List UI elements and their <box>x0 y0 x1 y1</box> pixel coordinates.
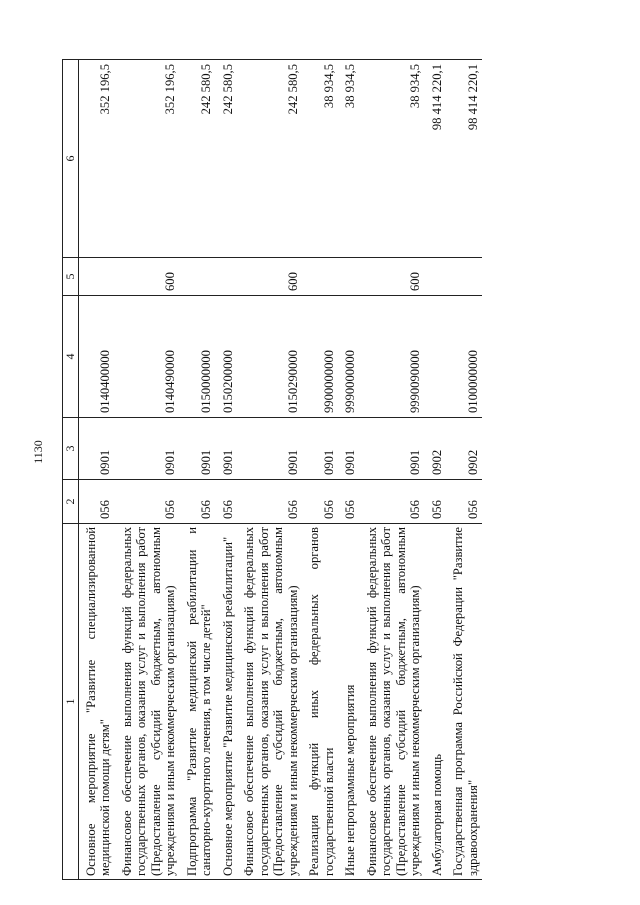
row-gr: 056 <box>360 480 425 524</box>
row-vr <box>446 258 482 296</box>
row-cs: 0150290000 <box>237 296 302 418</box>
row-cs: 0140490000 <box>115 296 180 418</box>
row-cs: 9900000000 <box>302 296 338 418</box>
row-name: Финансовое обеспечение выполнения функций федеральных государственных органов, оказания услуг и выполнения работ (Предоставление субсидий бюджетным, автономным учреждениям и иным некоммерческим организациям) <box>237 524 302 880</box>
row-vr <box>216 258 238 296</box>
row-vr <box>425 258 447 296</box>
row-rz: 0902 <box>446 418 482 480</box>
row-cs: 9990090000 <box>360 296 425 418</box>
row-vr <box>302 258 338 296</box>
row-cs: 0100000000 <box>446 296 482 418</box>
row-cs: 0150200000 <box>216 296 238 418</box>
table-row <box>338 60 360 880</box>
row-name: Основное мероприятие "Развитие медицинской реабилитации" <box>216 524 238 880</box>
table-row <box>302 60 338 880</box>
row-vr: 600 <box>360 258 425 296</box>
header-col-4: 4 <box>63 296 79 418</box>
header-col-1: 1 <box>63 524 79 880</box>
row-sum: 242 580,5 <box>180 60 216 258</box>
row-sum: 98 414 220,1 <box>446 60 482 258</box>
row-sum: 242 580,5 <box>237 60 302 258</box>
row-rz: 0901 <box>360 418 425 480</box>
row-vr <box>338 258 360 296</box>
row-sum: 352 196,5 <box>78 60 115 258</box>
row-sum: 242 580,5 <box>216 60 238 258</box>
header-col-5: 5 <box>63 258 79 296</box>
row-name: Государственная программа Российской Федерации "Развитие здравоохранения" <box>446 524 482 880</box>
table-header-row <box>63 60 79 880</box>
row-rz: 0901 <box>302 418 338 480</box>
row-cs: 9990000000 <box>338 296 360 418</box>
table-row <box>446 60 482 880</box>
row-gr: 056 <box>338 480 360 524</box>
row-rz: 0901 <box>216 418 238 480</box>
row-rz: 0902 <box>425 418 447 480</box>
table-row <box>115 60 180 880</box>
row-name: Амбулаторная помощь <box>425 524 447 880</box>
row-gr: 056 <box>302 480 338 524</box>
header-col-2: 2 <box>63 480 79 524</box>
row-gr: 056 <box>216 480 238 524</box>
row-vr <box>180 258 216 296</box>
row-rz: 0901 <box>78 418 115 480</box>
table-row <box>216 60 238 880</box>
header-col-3: 3 <box>63 418 79 480</box>
row-rz: 0901 <box>180 418 216 480</box>
table-row <box>78 60 115 880</box>
row-gr: 056 <box>115 480 180 524</box>
row-rz: 0901 <box>338 418 360 480</box>
row-cs <box>425 296 447 418</box>
row-vr: 600 <box>115 258 180 296</box>
row-name: Основное мероприятие "Развитие специализированной медицинской помощи детям" <box>78 524 115 880</box>
rotated-page-content <box>62 60 578 880</box>
row-vr <box>78 258 115 296</box>
table-row <box>360 60 425 880</box>
row-gr: 056 <box>446 480 482 524</box>
row-rz: 0901 <box>115 418 180 480</box>
row-vr: 600 <box>237 258 302 296</box>
page-number: 1130 <box>31 440 45 464</box>
row-name: Подпрограмма "Развитие медицинской реабилитации и санаторно-курортного лечения, в том числе детей" <box>180 524 216 880</box>
row-name: Реализация функций иных федеральных органов государственной власти <box>302 524 338 880</box>
header-col-6: 6 <box>63 60 79 258</box>
row-gr: 056 <box>425 480 447 524</box>
table-row <box>237 60 302 880</box>
row-cs: 0140400000 <box>78 296 115 418</box>
row-gr: 056 <box>237 480 302 524</box>
row-name: Финансовое обеспечение выполнения функций федеральных государственных органов, оказания услуг и выполнения работ (Предоставление субсидий бюджетным, автономным учреждениям и иным некоммерческим организациям) <box>115 524 180 880</box>
table-row <box>180 60 216 880</box>
row-gr: 056 <box>180 480 216 524</box>
row-name: Финансовое обеспечение выполнения функций федеральных государственных органов, оказания услуг и выполнения работ (Предоставление субсидий бюджетным, автономным учреждениям и иным некоммерческим организациям) <box>360 524 425 880</box>
row-gr: 056 <box>78 480 115 524</box>
row-cs: 0150000000 <box>180 296 216 418</box>
row-sum: 38 934,5 <box>338 60 360 258</box>
budget-table <box>62 59 482 880</box>
row-name: Иные непрограммные мероприятия <box>338 524 360 880</box>
row-sum: 98 414 220,1 <box>425 60 447 258</box>
row-sum: 38 934,5 <box>302 60 338 258</box>
row-sum: 38 934,5 <box>360 60 425 258</box>
row-sum: 352 196,5 <box>115 60 180 258</box>
table-row <box>425 60 447 880</box>
row-rz: 0901 <box>237 418 302 480</box>
